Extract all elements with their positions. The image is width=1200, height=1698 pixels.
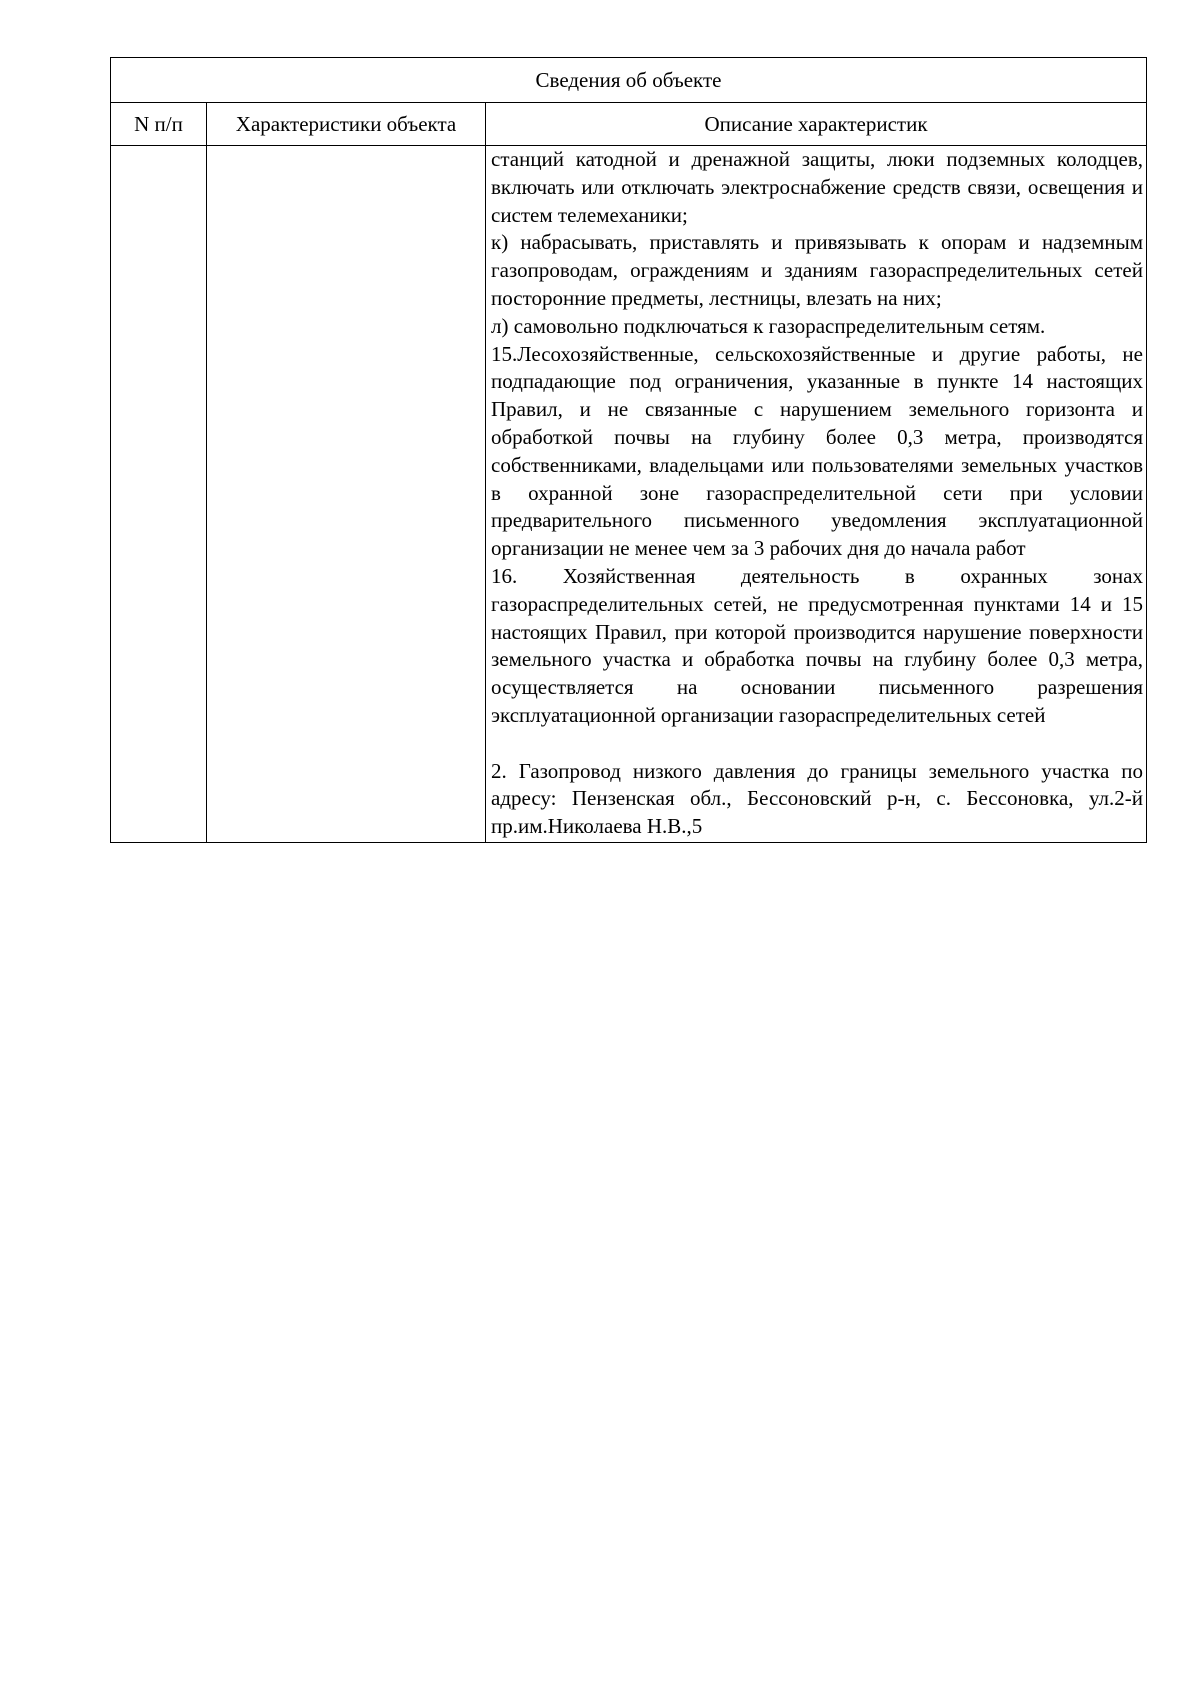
table-title-row [111,58,1147,103]
description-paragraph: станций катодной и дренажной защиты, люки подземных колодцев, включать или отключать электроснабжение средств связи, освещения и систем телемеханики; [491,147,1143,227]
table-row [111,146,1147,843]
object-info-table [110,57,1147,843]
description-paragraph: к) набрасывать, приставлять и привязывать к опорам и надземным газопроводам, ограждениям и зданиям газораспределительных сетей посторонние предметы, лестницы, влезать на них; [491,230,1143,310]
table-title: Сведения об объекте [111,58,1147,103]
paragraph-spacer [491,730,1143,758]
description-paragraph: 15.Лесохозяйственные, сельскохозяйственные и другие работы, не подпадающие под ограничения, указанные в пункте 14 настоящих Правил, и не связанные с нарушением земельного горизонта и обработкой почвы на глубину более 0,3 метра, производятся собственниками, владельцами или пользователями земельных участков в охранной зоне газораспределительной сети при условии предварительного письменного уведомления эксплуатационной организации не менее чем за 3 рабочих дня до начала работ [491,341,1143,561]
description-paragraph: 2. Газопровод низкого давления до границы земельного участка по адресу: Пензенская обл., Бессоновский р-н, с. Бессоновка, ул.2-й пр.им.Николаева Н.В.,5 [491,758,1143,839]
row-description-cell [486,146,1147,843]
table-header-row [111,103,1147,146]
description-paragraph: 16. Хозяйственная деятельность в охранных зонах газораспределительных сетей, не предусмотренная пунктами 14 и 15 настоящих Правил, при которой производится нарушение поверхности земельного участка и обработка почвы на глубину более 0,3 метра, осуществляется на основании письменного разрешения эксплуатационной организации газораспределительных сетей [491,563,1143,727]
header-number: N п/п [111,103,207,146]
row-characteristics-cell [207,146,486,843]
description-paragraph: л) самовольно подключаться к газораспределительным сетям. [491,313,1046,338]
description-text [486,146,1146,842]
row-number-cell [111,146,207,843]
header-description: Описание характеристик [486,103,1147,146]
header-characteristics: Характеристики объекта [207,103,486,146]
